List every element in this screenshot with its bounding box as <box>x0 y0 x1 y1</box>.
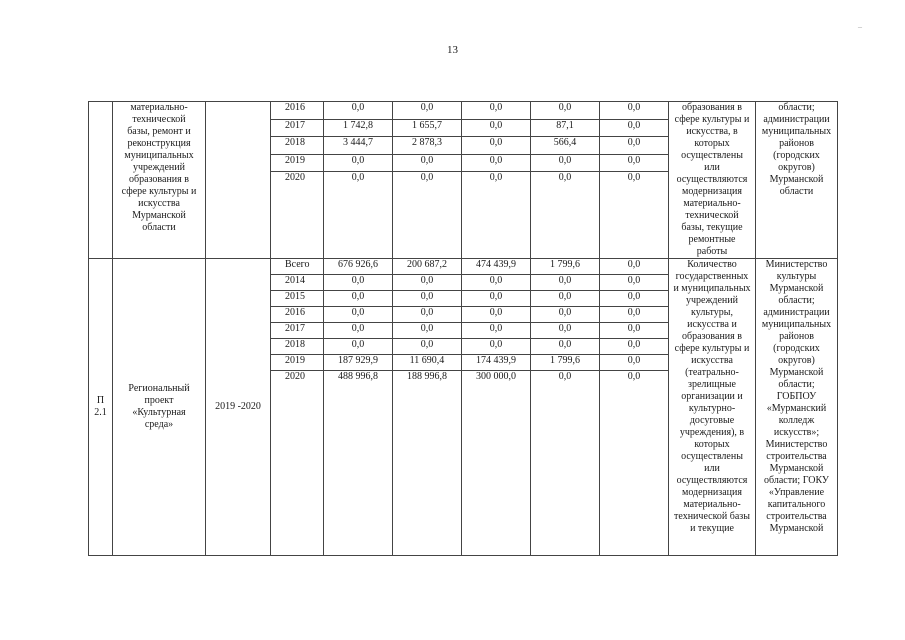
value-regional: 0,0 <box>393 339 462 355</box>
value-federal: 0,0 <box>462 307 531 323</box>
value-other: 0,0 <box>600 102 669 120</box>
row-number-cell: П 2.1 <box>89 259 113 556</box>
year-cell: 2015 <box>271 291 324 307</box>
value-local: 0,0 <box>531 154 600 172</box>
year-cell: 2018 <box>271 137 324 155</box>
period-cell: 2019 -2020 <box>206 259 271 556</box>
value-local: 1 799,6 <box>531 259 600 275</box>
value-local: 1 799,6 <box>531 355 600 371</box>
program-table <box>88 101 838 556</box>
value-total: 0,0 <box>324 172 393 259</box>
value-local: 0,0 <box>531 307 600 323</box>
value-regional: 0,0 <box>393 291 462 307</box>
year-cell: 2019 <box>271 154 324 172</box>
value-other: 0,0 <box>600 119 669 137</box>
table-row <box>89 102 838 120</box>
value-local: 566,4 <box>531 137 600 155</box>
table-row <box>89 259 838 275</box>
value-local: 0,0 <box>531 172 600 259</box>
executor-text: области; администрации муниципальных районов (городских округов) Мурманской области <box>756 102 838 259</box>
value-regional: 1 655,7 <box>393 119 462 137</box>
value-total: 187 929,9 <box>324 355 393 371</box>
executor-text: Министерство культуры Мурманской области; администрации муниципальных районов (городских округов) Мурманской области; ГОБПОУ «Мурманский колледж искусств»; Министерство строительства Мурманской области; ГОКУ «Управление капитального строительства Мурманской <box>756 259 838 556</box>
page-number: 13 <box>447 44 458 56</box>
value-federal: 300 000,0 <box>462 371 531 556</box>
value-federal: 0,0 <box>462 275 531 291</box>
value-federal: 0,0 <box>462 323 531 339</box>
value-regional: 0,0 <box>393 323 462 339</box>
value-local: 0,0 <box>531 291 600 307</box>
value-federal: 174 439,9 <box>462 355 531 371</box>
row-number-cell <box>89 102 113 259</box>
year-cell: 2016 <box>271 102 324 120</box>
value-total: 488 996,8 <box>324 371 393 556</box>
value-total: 0,0 <box>324 291 393 307</box>
period-cell <box>206 102 271 259</box>
year-cell: 2019 <box>271 355 324 371</box>
value-local: 0,0 <box>531 323 600 339</box>
value-total: 676 926,6 <box>324 259 393 275</box>
value-regional: 200 687,2 <box>393 259 462 275</box>
value-regional: 0,0 <box>393 172 462 259</box>
value-other: 0,0 <box>600 172 669 259</box>
value-local: 0,0 <box>531 102 600 120</box>
value-local: 0,0 <box>531 339 600 355</box>
value-federal: 0,0 <box>462 102 531 120</box>
measure-name: материально- технической базы, ремонт и реконструкция муниципальных учреждений образования в сфере культуры и искусства Мурманской области <box>113 102 206 259</box>
value-federal: 0,0 <box>462 291 531 307</box>
value-other: 0,0 <box>600 323 669 339</box>
corner-mark: – <box>858 22 862 31</box>
value-regional: 188 996,8 <box>393 371 462 556</box>
value-other: 0,0 <box>600 355 669 371</box>
value-federal: 474 439,9 <box>462 259 531 275</box>
value-other: 0,0 <box>600 371 669 556</box>
value-total: 0,0 <box>324 323 393 339</box>
year-cell: 2017 <box>271 323 324 339</box>
value-other: 0,0 <box>600 291 669 307</box>
year-cell: 2020 <box>271 371 324 556</box>
value-regional: 0,0 <box>393 307 462 323</box>
value-regional: 0,0 <box>393 102 462 120</box>
year-cell: 2014 <box>271 275 324 291</box>
value-regional: 11 690,4 <box>393 355 462 371</box>
value-federal: 0,0 <box>462 172 531 259</box>
value-other: 0,0 <box>600 275 669 291</box>
value-other: 0,0 <box>600 137 669 155</box>
value-other: 0,0 <box>600 154 669 172</box>
value-total: 0,0 <box>324 275 393 291</box>
value-total: 1 742,8 <box>324 119 393 137</box>
year-cell: 2020 <box>271 172 324 259</box>
value-other: 0,0 <box>600 307 669 323</box>
value-total: 0,0 <box>324 102 393 120</box>
year-cell: 2016 <box>271 307 324 323</box>
measure-name: Региональный проект «Культурная среда» <box>113 259 206 556</box>
value-other: 0,0 <box>600 339 669 355</box>
value-federal: 0,0 <box>462 119 531 137</box>
value-local: 0,0 <box>531 371 600 556</box>
year-cell: Всего <box>271 259 324 275</box>
value-total: 0,0 <box>324 339 393 355</box>
value-regional: 0,0 <box>393 154 462 172</box>
value-federal: 0,0 <box>462 154 531 172</box>
value-total: 3 444,7 <box>324 137 393 155</box>
year-cell: 2018 <box>271 339 324 355</box>
value-federal: 0,0 <box>462 137 531 155</box>
indicator-text: образования в сфере культуры и искусства, в которых осуществлены или осуществляются модернизация материально- технической базы, текущие ремонтные работы <box>669 102 756 259</box>
indicator-text: Количество государственных и муниципальных учреждений культуры, искусства и образования в сфере культуры и искусства (театрально- зрелищные организации и культурно- досуговые учреждения), в которых осуществлены или осуществляются модернизация материально- технической базы и текущие <box>669 259 756 556</box>
value-regional: 2 878,3 <box>393 137 462 155</box>
value-regional: 0,0 <box>393 275 462 291</box>
value-other: 0,0 <box>600 259 669 275</box>
value-federal: 0,0 <box>462 339 531 355</box>
year-cell: 2017 <box>271 119 324 137</box>
value-local: 0,0 <box>531 275 600 291</box>
value-total: 0,0 <box>324 154 393 172</box>
value-local: 87,1 <box>531 119 600 137</box>
value-total: 0,0 <box>324 307 393 323</box>
